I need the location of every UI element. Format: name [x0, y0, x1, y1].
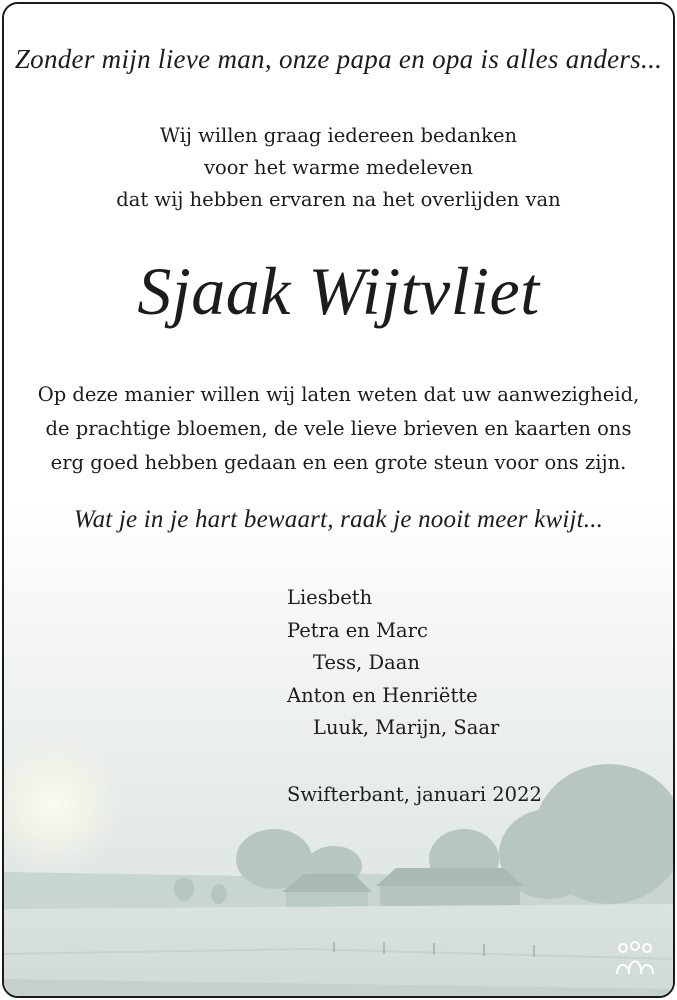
- thank-you-card: [2, 2, 675, 998]
- family-signoff: [287, 582, 542, 811]
- message-line: de prachtige bloemen, de vele lieve brieven en kaarten ons: [45, 417, 632, 440]
- thanks-line: Wij willen graag iedereen bedanken: [159, 124, 518, 147]
- three-people-icon: [613, 940, 657, 980]
- family-member: Petra en Marc: [287, 618, 428, 642]
- thanks-line: voor het warme medeleven: [204, 156, 473, 179]
- message-line: Op deze manier willen wij laten weten dat uw aanwezigheid,: [37, 383, 640, 406]
- place-date: Swifterbant, januari 2022: [287, 782, 542, 806]
- family-member: Liesbeth: [287, 586, 373, 609]
- memorial-quote: Wat je in je hart bewaart, raak je nooit meer kwijt...: [73, 506, 604, 533]
- opening-line: Zonder mijn lieve man, onze papa en opa is alles anders...: [14, 44, 663, 74]
- thanks-text: [4, 120, 673, 216]
- family-member: Tess, Daan: [313, 651, 420, 674]
- message-text: [4, 378, 673, 480]
- deceased-name: Sjaak Wijtvliet: [137, 253, 540, 329]
- message-line: erg goed hebben gedaan en een grote steun voor ons zijn.: [50, 451, 627, 474]
- thanks-line: dat wij hebben ervaren na het overlijden van: [116, 188, 561, 211]
- family-member: Luuk, Marijn, Saar: [313, 716, 500, 739]
- family-member: Anton en Henriëtte: [287, 683, 478, 707]
